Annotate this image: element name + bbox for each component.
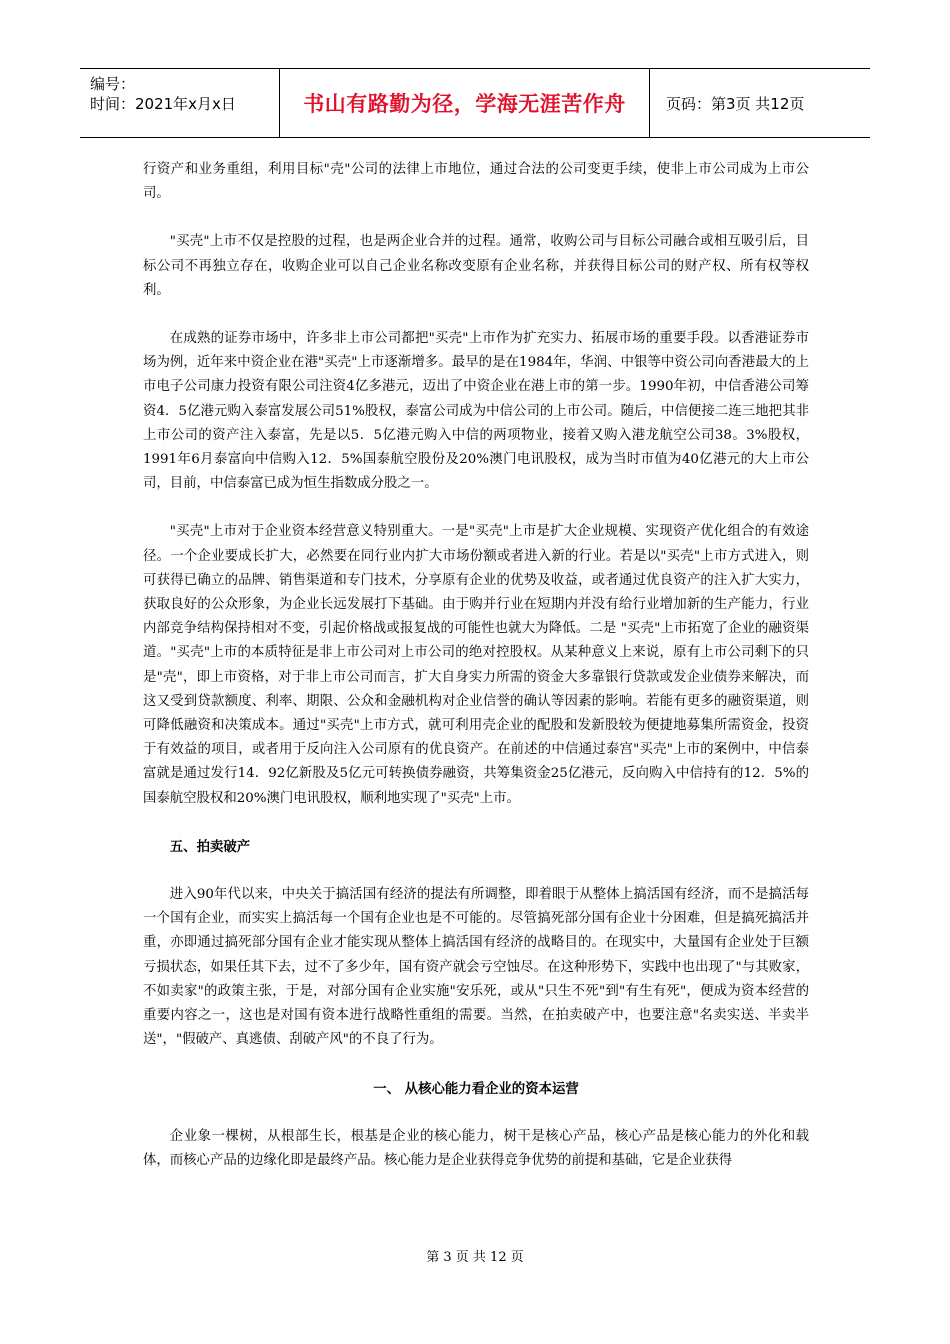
page-footer: 第 3 页 共 12 页 — [426, 1250, 524, 1265]
header-motto: 书山有路勤为径，学海无涯苦作舟 — [303, 92, 626, 116]
header-meta-cell — [80, 69, 280, 137]
document-body — [143, 158, 809, 1173]
paragraph-3: 在成熟的证券市场中，许多非上市公司都把"买壳"上市作为扩充实力、拓展市场的重要手段。以香港证券市场为例，近年来中资企业在港"买壳"上市逐渐增多。最早的是在1984年，华润、中银等中资公司向香港最大的上市电子公司康力投资有限公司注资4亿多港元，迈出了中资企业在港上市的第一步。1990年初，中信香港公司筹资4．5亿港元购入泰富发展公司51%股权，泰富公司成为中信公司的上市公司。随后，中信便接二连三地把其非上市公司的资产注入泰富，先是以5．5亿港元购入中信的两项物业，接着又购入港龙航空公司38。3%股权，1991年6月泰富向中信购入12．5%国泰航空股份及20%澳门电讯股权，成为当时市值为40亿港元的大上市公司，目前，中信泰富已成为恒生指数成分股之一。 — [143, 331, 809, 492]
paragraph-4: "买壳"上市对于企业资本经营意义特别重大。一是"买壳"上市是扩大企业规模、实现资产优化组合的有效途径。一个企业要成长扩大，必然要在同行业内扩大市场份额或者进入新的行业。若是以"买壳"上市方式进入，则可获得已确立的品牌、销售渠道和专门技术，分享原有企业的优势及收益，或者通过优良资产的注入扩大实力，获取良好的公众形象，为企业长远发展打下基础。由于购并行业在短期内并没有给行业增加新的生产能力，行业内部竞争结构保持相对不变，引起价格战或报复战的可能性也就大为降低。二是 "买壳"上市拓宽了企业的融资渠道。"买壳"上市的本质特征是非上市公司对上市公司的绝对控股权。从某种意义上来说，原有上市公司剩下的只是"壳"，即上市资格，对于非上市公司而言，扩大自身实力所需的资金大多靠银行贷款或发企业债券来解决，而这又受到贷款额度、利率、期限、公众和金融机构对企业信誉的确认等因素的影响。若能有更多的融资渠道，则可降低融资和决策成本。通过"买壳"上市方式，就可利用壳企业的配股和发新股较为便捷地募集所需资金，投资于有效益的项目，或者用于反向注入公司原有的优良资产。在前述的中信通过泰宫"买壳"上市的案例中，中信泰富就是通过发行14．92亿新股及5亿元可转换债券融资，共筹集资金25亿港元，反向购入中信持有的12．5%的国泰航空股权和20%澳门电讯股权，顺利地实现了"买壳"上市。 — [143, 524, 809, 806]
header-page-label: 页码：第3页 共12页 — [666, 94, 805, 113]
paragraph-5: 进入90年代以来，中央关于搞活国有经济的提法有所调整，即着眼于从整体上搞活国有经济，而不是搞活每一个国有企业，而实实上搞活每一个国有企业也是不可能的。尽管搞死部分国有企业十分困难，但是搞死搞活并重，亦即通过搞死部分国有企业才能实现从整体上搞活国有经济的战略目的。在现实中，大量国有企业处于巨额亏损状态，如果任其下去，过不了多少年，国有资产就会亏空蚀尽。在这种形势下，实践中也出现了"与其败家，不如卖家"的政策主张，于是，对部分国有企业实施"安乐死，或从"只生不死"到"有生有死"，便成为资本经营的重要内容之一，这也是对国有资本进行战略性重组的需要。当然，在拍卖破产中，也要注意"名卖实送、半卖半送"，"假破产、真逃债、刮破产风"的不良了行为。 — [143, 887, 809, 1048]
header-page-cell — [650, 69, 870, 137]
document-number-label: 编号： — [90, 75, 136, 93]
paragraph-2: "买壳"上市不仅是控股的过程，也是两企业合并的过程。通常，收购公司与目标公司融合或相互吸引后，目标公司不再独立存在，收购企业可以自己企业名称改变原有企业名称，并获得目标公司的财产权、所有权等权利。 — [143, 234, 809, 298]
paragraph-6: 企业象一棵树，从根部生长，根基是企业的核心能力，树干是核心产品，核心产品是核心能力的外化和载体，而核心产品的边缘化即是最终产品。核心能力是企业获得竞争优势的前提和基础，它是企业获得 — [143, 1128, 809, 1168]
document-time-label: 时间：2021年x月x日 — [90, 95, 236, 113]
section-heading-auction-bankruptcy: 五、拍卖破产 — [169, 838, 251, 855]
header-motto-cell — [280, 69, 650, 137]
document-header — [80, 68, 870, 138]
chapter-heading: 一、 从核心能力看企业的资本运营 — [373, 1080, 579, 1097]
paragraph-1: 行资产和业务重组，利用目标"壳"公司的法律上市地位，通过合法的公司变更手续，使非上市公司成为上市公司。 — [143, 162, 809, 202]
